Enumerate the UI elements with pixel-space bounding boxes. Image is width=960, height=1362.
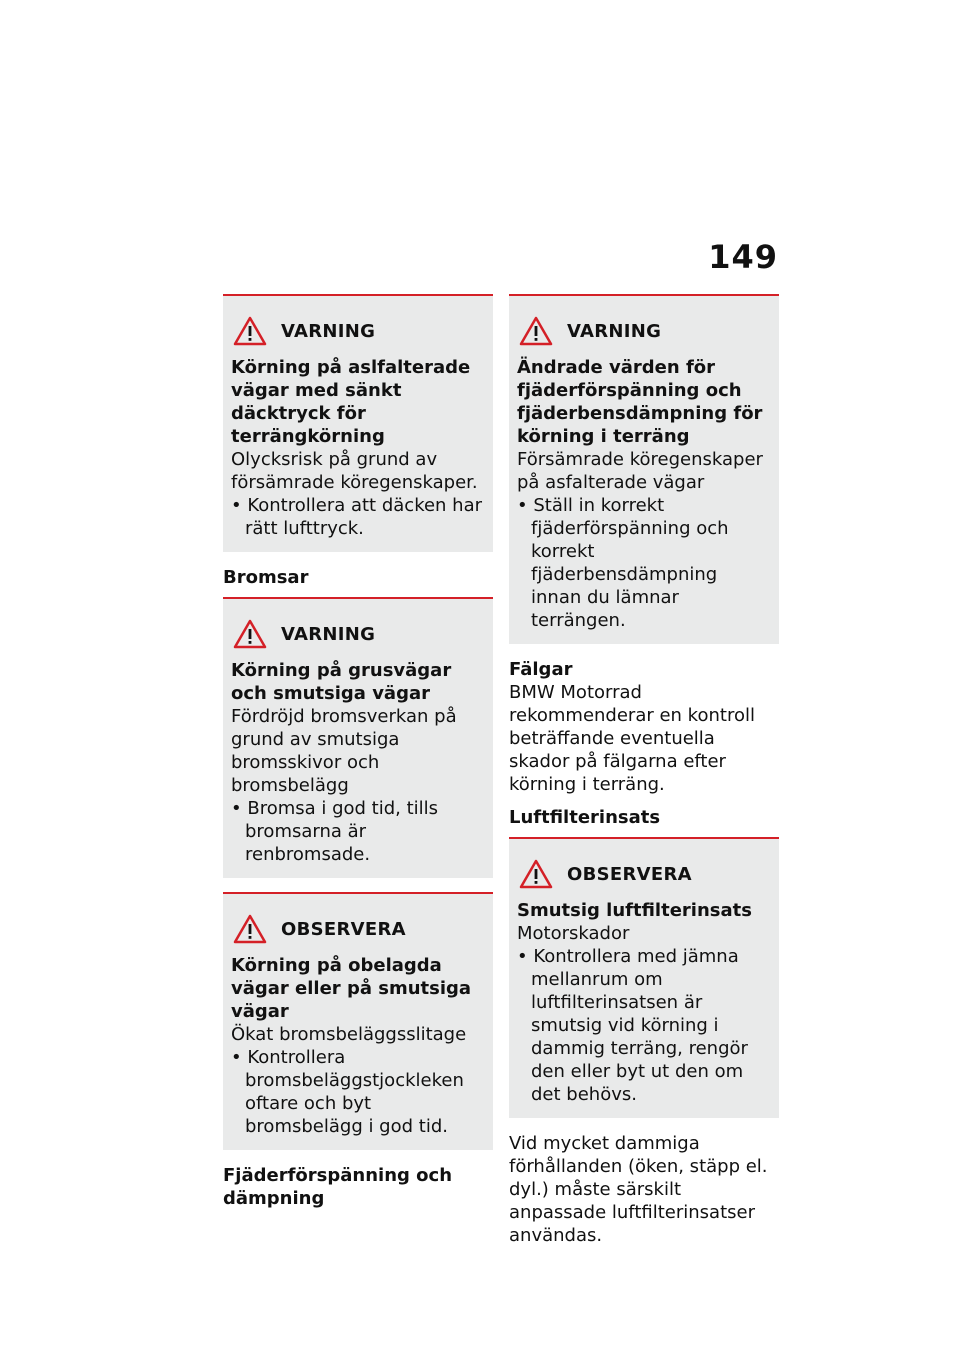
warning-bullet: • Ställ in korrekt fjäderförspänning och korrekt fjäderbensdämpning innan du lämnar terrängen. bbox=[517, 495, 729, 631]
left-column bbox=[223, 294, 493, 1218]
notice-title: Körning på obelagda vägar eller på smutsiga vägar bbox=[231, 955, 472, 1022]
warning-bullet: • Bromsa i god tid, tills bromsarna är renbromsade. bbox=[231, 798, 439, 865]
warning-header bbox=[231, 619, 485, 649]
notice-label: OBSERVERA bbox=[281, 918, 406, 940]
warning-bullet: • Kontrollera att däcken har rätt lufttryck. bbox=[231, 495, 483, 539]
notice-header bbox=[517, 859, 771, 889]
notice-body: Motorskador bbox=[517, 923, 630, 944]
notice-header bbox=[231, 914, 485, 944]
warning-body: Olycksrisk på grund av försämrade köregenskaper. bbox=[231, 449, 478, 493]
warning-triangle-icon bbox=[233, 914, 267, 944]
warning-header bbox=[517, 316, 771, 346]
notice-label: OBSERVERA bbox=[567, 863, 692, 885]
notice-body: Ökat bromsbeläggsslitage bbox=[231, 1024, 467, 1045]
warning-triangle-icon bbox=[233, 619, 267, 649]
section-heading-air-filter: Luftfilterinsats bbox=[509, 807, 661, 828]
notice-box-air-filter bbox=[509, 837, 779, 1118]
rims-title: Fälgar bbox=[509, 659, 573, 680]
warning-header bbox=[231, 316, 485, 346]
notice-title: Smutsig luftfilterinsats bbox=[517, 900, 752, 921]
warning-title: Ändrade värden för fjäderförspänning och fjäderbensdämpning för körning i terräng bbox=[517, 357, 763, 447]
page-number: 149 bbox=[708, 238, 778, 276]
warning-box-gravel bbox=[223, 597, 493, 878]
right-column bbox=[509, 294, 779, 1257]
notice-bullet: • Kontrollera med jämna mellanrum om luftfilterinsatsen är smutsig vid körning i dammig terräng, rengör den eller byt ut den om det behövs. bbox=[517, 946, 748, 1105]
section-heading-suspension: Fjäderförspänning och dämpning bbox=[223, 1165, 453, 1209]
warning-body: Försämrade köregenskaper på asfalterade vägar bbox=[517, 449, 763, 493]
warning-body: Fördröjd bromsverkan på grund av smutsiga bromsskivor och bromsbelägg bbox=[231, 706, 457, 796]
closing-text: Vid mycket dammiga förhållanden (öken, stäpp el. dyl.) måste särskilt anpassade luftfilterinsatser användas. bbox=[509, 1133, 768, 1246]
section-heading-brakes: Bromsar bbox=[223, 567, 309, 588]
notice-bullet: • Kontrollera bromsbeläggstjockleken oftare och byt bromsbelägg i god tid. bbox=[231, 1047, 464, 1137]
warning-triangle-icon bbox=[519, 859, 553, 889]
warning-box-tire-pressure bbox=[223, 294, 493, 552]
warning-box-suspension bbox=[509, 294, 779, 644]
notice-box-unpaved bbox=[223, 892, 493, 1150]
warning-triangle-icon bbox=[519, 316, 553, 346]
warning-label: VARNING bbox=[567, 320, 662, 342]
warning-triangle-icon bbox=[233, 316, 267, 346]
rims-text: BMW Motorrad rekommenderar en kontroll beträffande eventuella skador på fälgarna efter körning i terräng. bbox=[509, 682, 755, 795]
warning-title: Körning på grusvägar och smutsiga vägar bbox=[231, 660, 452, 704]
warning-title: Körning på aslfalterade vägar med sänkt däcktryck för terrängkörning bbox=[231, 357, 471, 447]
warning-label: VARNING bbox=[281, 320, 376, 342]
warning-label: VARNING bbox=[281, 623, 376, 645]
